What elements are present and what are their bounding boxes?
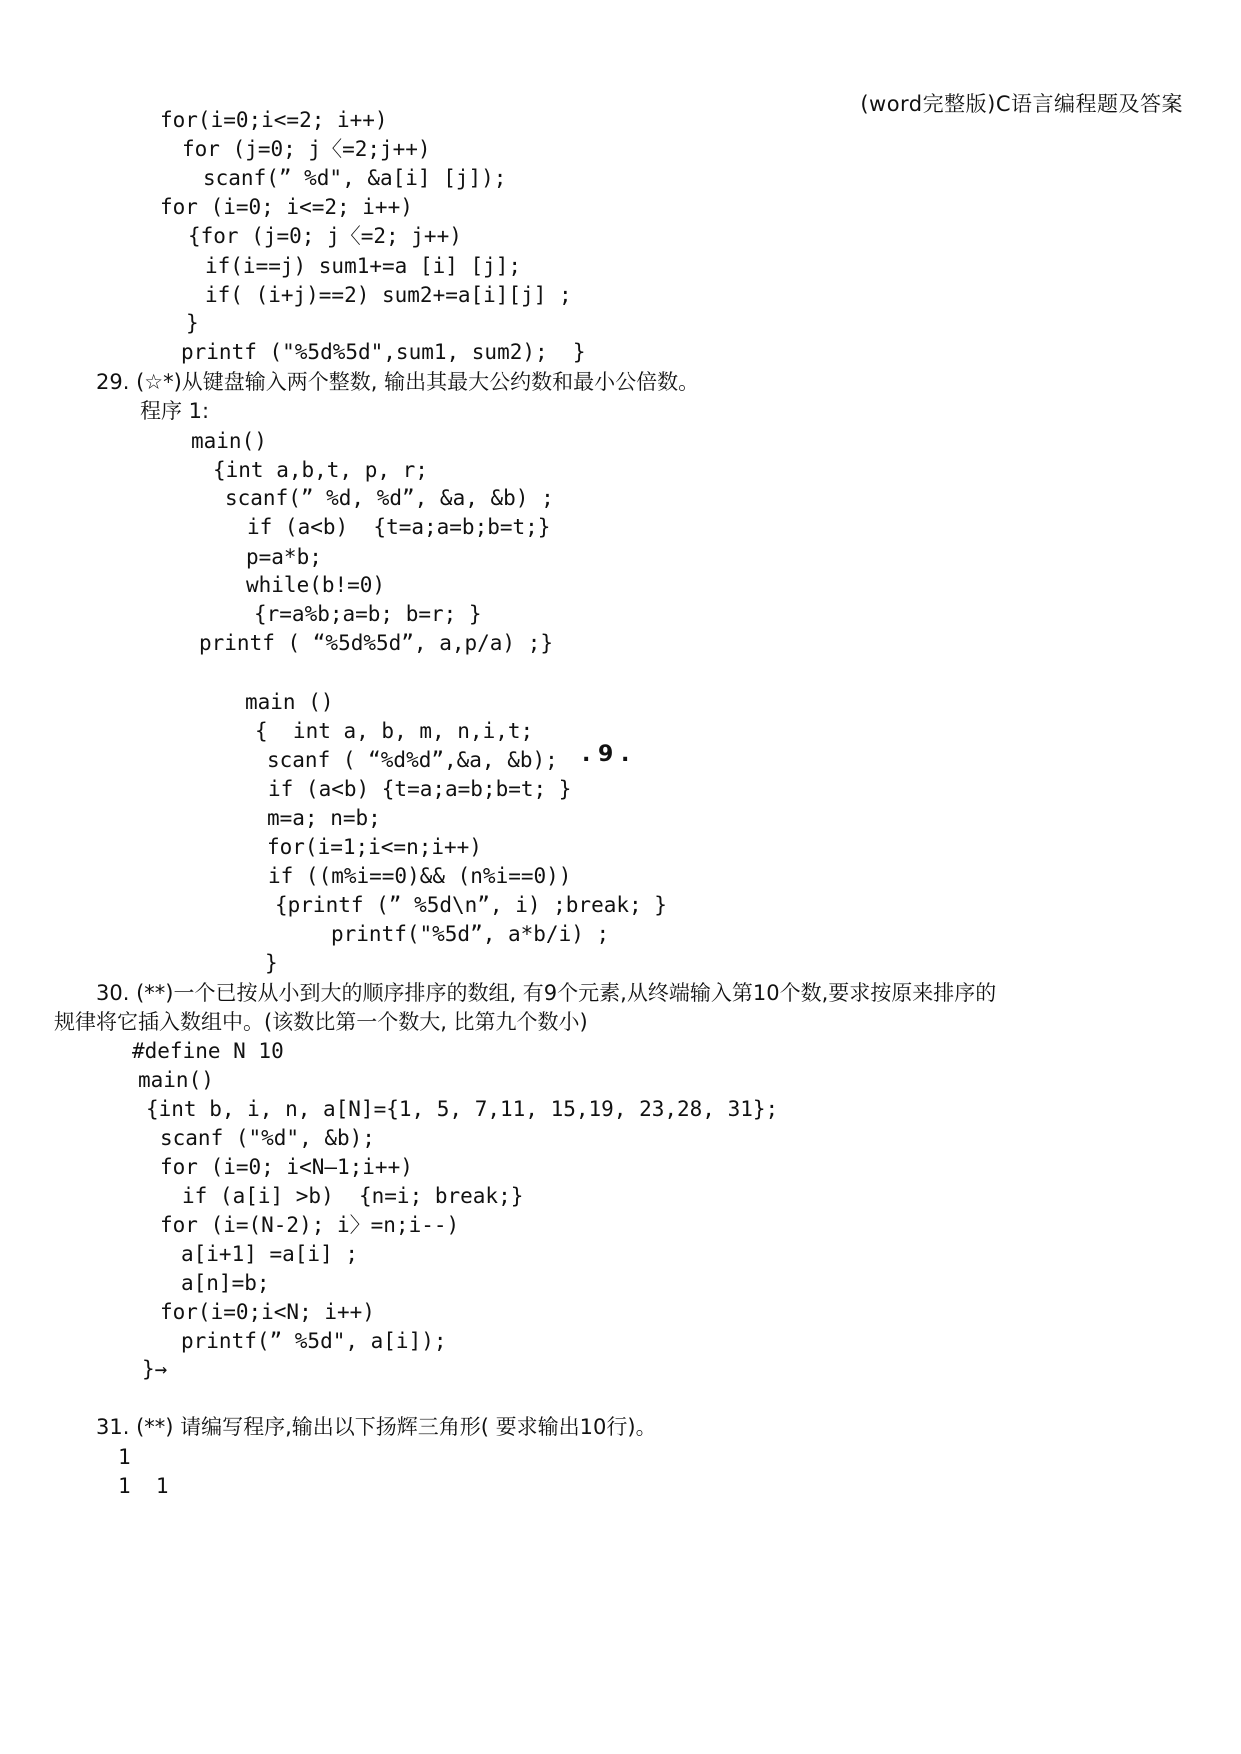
question-30-title: 30. (**)一个已按从小到大的顺序排序的数组, 有9个元素,从终端输入第10个数,要求按原来排序的: [96, 981, 997, 1005]
code-line: for (i=0; i<N—1;i++): [160, 1155, 413, 1179]
code-line: {int a,b,t, p, r;: [213, 458, 428, 482]
code-line: a[n]=b;: [181, 1271, 270, 1295]
code-line: for(i=1;i<=n;i++): [267, 835, 482, 859]
triangle-row: 1: [118, 1445, 131, 1469]
code-line: scanf(” %d", &a[i] [j]);: [203, 166, 507, 190]
code-line: for (j=0; j〈=2;j++): [182, 137, 431, 161]
code-line: if( (i+j)==2) sum2+=a[i][j] ;: [205, 283, 572, 307]
code-line: printf(” %5d", a[i]);: [181, 1329, 447, 1353]
code-line: }→: [142, 1357, 168, 1381]
code-line: if (a[i] >b) {n=i; break;}: [182, 1184, 524, 1208]
code-line: m=a; n=b;: [267, 806, 381, 830]
code-line: {for (j=0; j〈=2; j++): [188, 224, 462, 248]
triangle-row: 1 1: [118, 1474, 169, 1498]
code-line: for(i=0;i<N; i++): [160, 1300, 375, 1324]
code-line: scanf ("%d", &b);: [160, 1126, 375, 1150]
code-line: if ((m%i==0)&& (n%i==0)): [268, 864, 572, 888]
question-29-subtitle: 程序 1:: [140, 399, 210, 423]
code-line: a[i+1] =a[i] ;: [181, 1242, 359, 1266]
code-line: main (): [245, 690, 334, 714]
code-line: main(): [191, 429, 267, 453]
code-line: {printf (” %5d\n”, i) ;break; }: [275, 893, 667, 917]
code-line: {r=a%b;a=b; b=r; }: [254, 602, 482, 626]
page-header: (word完整版)C语言编程题及答案: [860, 92, 1183, 116]
question-29-title: 29. (☆*)从键盘输入两个整数, 输出其最大公约数和最小公倍数。: [96, 370, 700, 394]
code-line: p=a*b;: [246, 545, 322, 569]
code-line: while(b!=0): [246, 573, 386, 597]
question-30-title-cont: 规律将它插入数组中。(该数比第一个数大, 比第九个数小): [54, 1010, 588, 1034]
code-line: printf ( “%5d%5d”, a,p/a) ;}: [199, 631, 554, 655]
code-line: printf ("%5d%5d",sum1, sum2); }: [181, 340, 586, 364]
code-line: if (a<b) {t=a;a=b;b=t; }: [268, 777, 572, 801]
code-line: { int a, b, m, n,i,t;: [255, 719, 534, 743]
code-line: {int b, i, n, a[N]={1, 5, 7,11, 15,19, 23,28, 31};: [146, 1097, 779, 1121]
code-line: scanf(” %d, %d”, &a, &b) ;: [225, 486, 554, 510]
code-line: printf("%5d”, a*b/i) ;: [331, 922, 610, 946]
code-line: if (a<b) {t=a;a=b;b=t;}: [247, 515, 551, 539]
code-line: scanf ( “%d%d”,&a, &b);: [267, 748, 558, 772]
page-number: . 9 .: [582, 742, 630, 767]
code-line: for (i=(N-2); i〉=n;i--): [160, 1213, 460, 1237]
code-line: }: [265, 951, 278, 975]
code-line: for (i=0; i<=2; i++): [160, 195, 413, 219]
code-line: if(i==j) sum1+=a [i] [j];: [205, 254, 522, 278]
code-line: }: [186, 311, 199, 335]
code-line: main(): [138, 1068, 214, 1092]
code-line: for(i=0;i<=2; i++): [160, 108, 388, 132]
code-line: #define N 10: [132, 1039, 284, 1063]
question-31-title: 31. (**) 请编写程序,输出以下扬辉三角形( 要求输出10行)。: [96, 1415, 657, 1439]
